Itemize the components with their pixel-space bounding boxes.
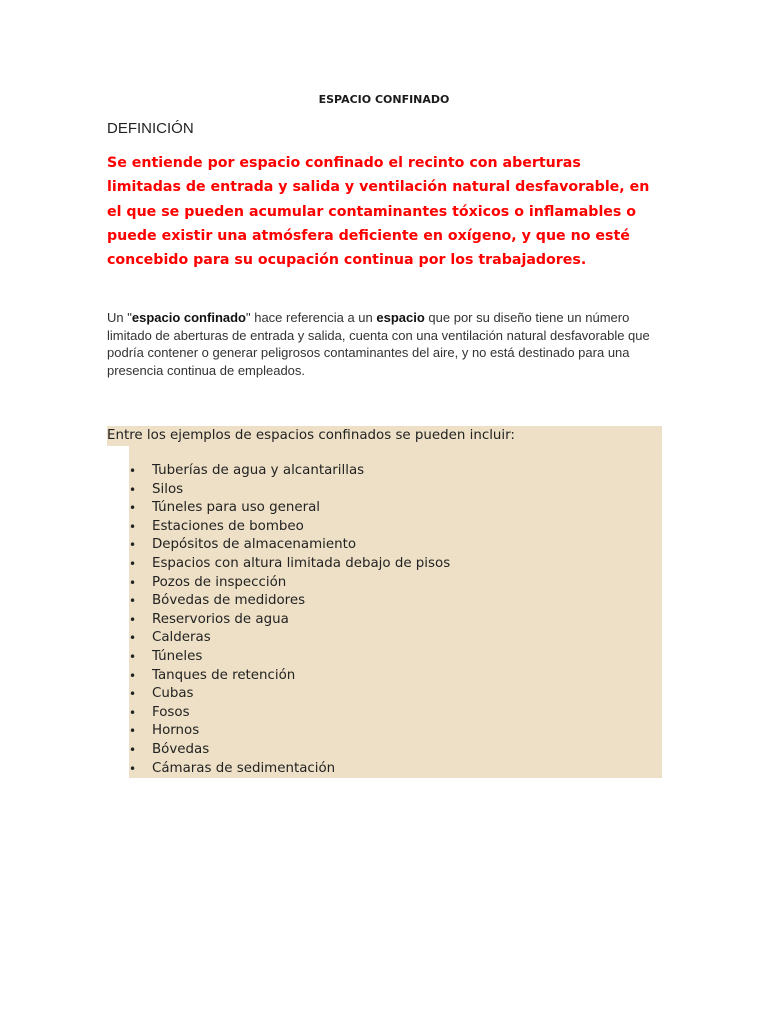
list-item-label: Cubas — [152, 686, 194, 702]
list-item-label: Calderas — [152, 630, 211, 646]
bullet-icon: • — [129, 482, 137, 497]
list-item-label: Bóvedas — [152, 741, 210, 757]
examples-intro-highlight — [107, 426, 662, 446]
bullet-icon: • — [129, 668, 137, 683]
bullet-icon: • — [129, 724, 137, 739]
list-item-label: Túneles para uso general — [152, 500, 321, 516]
list-item — [129, 536, 450, 555]
bullet-icon: • — [129, 556, 137, 571]
list-item-label: Reservorios de agua — [152, 611, 289, 627]
list-item — [129, 760, 450, 779]
list-item — [129, 481, 450, 500]
list-item-label: Hornos — [152, 723, 200, 739]
examples-list — [129, 462, 450, 778]
list-item-label: Cámaras de sedimentación — [152, 760, 336, 776]
list-item-label: Bóvedas de medidores — [152, 593, 306, 609]
list-item — [129, 629, 450, 648]
list-item-label: Tuberías de agua y alcantarillas — [152, 463, 365, 478]
examples-intro: Entre los ejemplos de espacios confinados se pueden incluir: — [107, 428, 515, 443]
section-heading: DEFINICIÓN — [107, 120, 194, 137]
paragraph-text-3: que por su diseño tiene un número limitado de aberturas de entrada y salida, cuenta con una ventilación natural desfavorable que podría contener o generar peligrosos contaminantes del aire, y no está destinado para una presencia continua de empleados. — [107, 310, 650, 378]
paragraph-bold-term-1: espacio confinado — [131, 310, 246, 325]
list-item-label: Tanques de retención — [152, 667, 296, 683]
bullet-icon: • — [129, 687, 137, 702]
bullet-icon: • — [129, 649, 137, 664]
list-item-label: Pozos de inspección — [152, 574, 287, 590]
bullet-icon: • — [129, 742, 137, 757]
bullet-icon: • — [129, 612, 137, 627]
list-item — [129, 518, 450, 537]
paragraph-text-2: " hace referencia a un — [246, 310, 377, 325]
list-item — [129, 555, 450, 574]
list-item — [129, 685, 450, 704]
list-item — [129, 722, 450, 741]
list-item — [129, 574, 450, 593]
bullet-icon: • — [129, 594, 137, 609]
document-title: ESPACIO CONFINADO — [318, 93, 450, 106]
list-item-label: Depósitos de almacenamiento — [152, 537, 357, 553]
list-item — [129, 462, 450, 481]
bullet-icon: • — [129, 519, 137, 534]
bullet-icon: • — [129, 464, 137, 478]
list-item — [129, 611, 450, 630]
list-item-label: Estaciones de bombeo — [152, 518, 304, 534]
bullet-icon: • — [129, 705, 137, 720]
paragraph-text-1: Un " — [107, 310, 132, 325]
bullet-icon: • — [129, 761, 137, 776]
list-item-label: Fosos — [152, 704, 190, 720]
bullet-icon: • — [129, 631, 137, 646]
paragraph-bold-term-2: espacio — [376, 310, 425, 325]
list-item — [129, 648, 450, 667]
list-item-label: Silos — [152, 481, 184, 497]
bullet-icon: • — [129, 538, 137, 553]
description-paragraph — [107, 309, 652, 379]
list-item-label: Espacios con altura limitada debajo de pisos — [152, 555, 451, 571]
definition-text: Se entiende por espacio confinado el recinto con aberturas limitadas de entrada y salida y ventilación natural desfavorable, en el que se pueden acumular contaminantes tóxicos o inflamables o puede existir una atmósfera deficiente en oxígeno, y que no esté concebido para su ocupación continua por los trabajadores. — [107, 155, 650, 269]
list-item — [129, 667, 450, 686]
bullet-icon: • — [129, 501, 137, 516]
list-item — [129, 592, 450, 611]
list-item — [129, 704, 450, 723]
list-item — [129, 741, 450, 760]
list-item-label: Túneles — [152, 648, 203, 664]
list-item — [129, 499, 450, 518]
examples-box — [107, 426, 662, 778]
bullet-icon: • — [129, 575, 137, 590]
